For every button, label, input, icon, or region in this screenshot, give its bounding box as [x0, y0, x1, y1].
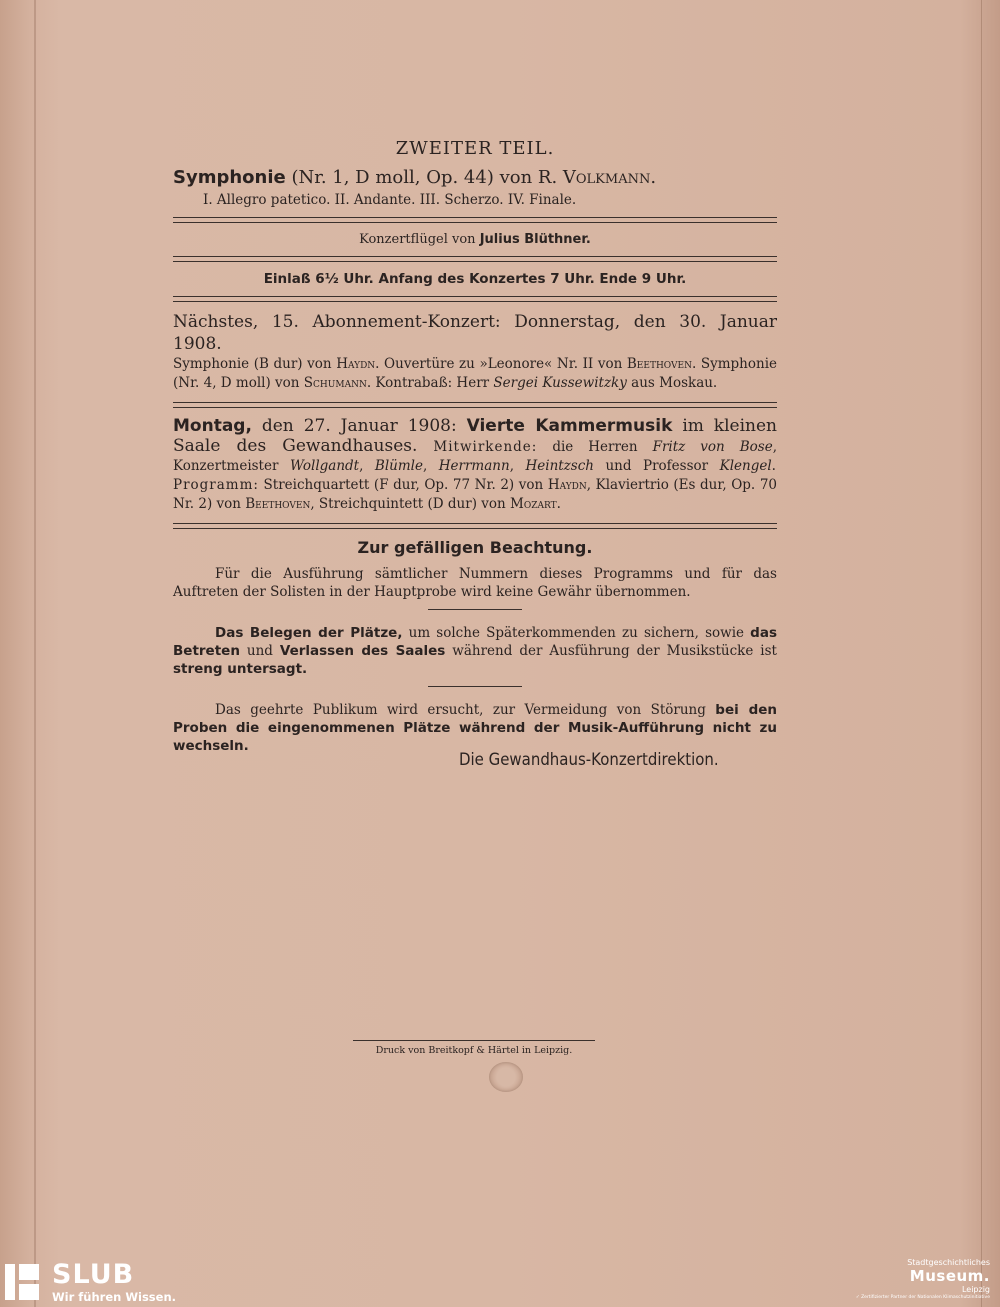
piano-note: [173, 232, 777, 247]
bold-segment: das Betreten: [173, 625, 777, 659]
text-segment: und: [239, 643, 280, 659]
signature: Die Gewandhaus-Konzertdirektion.: [459, 750, 719, 770]
museum-label-small: Stadtgeschichtliches: [907, 1258, 990, 1267]
symphony-details: (Nr. 1, D moll, Op. 44) von: [285, 167, 538, 188]
movements: I. Allegro patetico. II. Andante. III. Scherzo. IV. Finale.: [203, 192, 577, 208]
chamber-music-block: Montag, den 27. Januar 1908: Vierte Kammermusik im kleinen Saale des Gewandhauses. Mitwirkende: die Herren Fritz von Bose, Konzertmeister Wollgandt, Blümle, Herrmann, Heintzsch und Professor Klengel. Programm: Streichquartett (F dur, Op. 77 Nr. 2) von Haydn, Klaviertrio (Es dur, Op. 70 Nr. 2) von Beethoven, Streichquintett (D dur) von Mozart.: [173, 416, 778, 512]
performers-label: Mitwirkende:: [417, 439, 538, 455]
program-label: . Programm:: [173, 458, 777, 493]
chamber-day: Montag,: [173, 416, 252, 436]
text-segment: . Symphonie (Nr. 4, D moll) von: [173, 356, 777, 391]
text-segment: die Herren: [537, 439, 653, 455]
text-segment: , Konzertmeister: [173, 439, 777, 474]
text-segment: um solche Späterkommenden zu sichern, sowie: [402, 625, 751, 641]
chamber-venue: im kleinen Saale des Gewandhauses.: [173, 416, 778, 456]
text-segment: Streichquartett (F dur, Op. 77 Nr. 2) von: [258, 477, 548, 493]
text-segment: , Klaviertrio (Es dur, Op. 70 Nr. 2) von: [173, 477, 777, 512]
performer-name: Klengel: [719, 458, 772, 474]
next-concert-block: [173, 311, 777, 393]
text-segment: und Professor: [593, 458, 720, 474]
museum-label-big: Museum.: [909, 1267, 990, 1285]
slub-logo-icon: [3, 1262, 41, 1302]
piano-text: Konzertflügel von: [359, 232, 480, 247]
bold-segment: streng untersagt.: [173, 661, 308, 677]
performer-name: Blümle: [374, 458, 423, 474]
double-rule: [173, 296, 777, 302]
chamber-event: Vierte Kammermusik: [466, 416, 673, 436]
concert-times: Einlaß 6½ Uhr. Anfang des Konzertes 7 Uhr. Ende 9 Uhr.: [263, 271, 687, 287]
bold-segment: Verlassen des Saales: [279, 643, 446, 659]
performer-name: Fritz von Bose: [652, 439, 773, 455]
text-segment: , Streichquintett (D dur) von: [310, 496, 510, 512]
symphony-line: [173, 167, 777, 188]
composer-name: Haydn: [336, 356, 376, 372]
museum-city: Leipzig: [961, 1285, 990, 1294]
museum-partner-note: ✓ Zertifizierter Partner der Nationalen Klimaschutzinitiative: [855, 1295, 990, 1300]
museum-logo: [852, 1258, 990, 1301]
separator-line: [428, 686, 522, 687]
symphony-composer: R. Volkmann.: [537, 167, 657, 188]
composer-name: Beethoven: [245, 496, 311, 512]
bold-segment: bei den Proben die eingenommenen Plätze während der Musik-Aufführung nicht zu wechseln.: [173, 702, 777, 754]
composer-name: Beethoven: [626, 356, 692, 372]
text-segment: Symphonie (B dur) von: [173, 356, 337, 372]
text-segment: .: [556, 496, 561, 512]
performer-name: Herrmann: [438, 458, 510, 474]
double-rule: [173, 402, 777, 408]
text-segment: . Ouvertüre zu »Leonore« Nr. II von: [375, 356, 627, 372]
printer-imprint: Druck von Breitkopf & Härtel in Leipzig.: [353, 1040, 595, 1056]
program-page: [173, 138, 777, 755]
notice-paragraph-1: Für die Ausführung sämtlicher Nummern dieses Programms und für das Auftreten der Solisten in der Hauptprobe wird keine Gewähr übernommen.: [173, 566, 777, 600]
performer-name: Wollgandt: [289, 458, 360, 474]
slub-wordmark: SLUB: [52, 1259, 135, 1290]
notice-paragraph-2: [173, 624, 777, 678]
chamber-date: den 27. Januar 1908:: [251, 416, 467, 436]
text-segment: Das geehrte Publikum wird ersucht, zur Vermeidung von Störung: [215, 702, 716, 718]
text-segment: während der Ausführung der Musikstücke ist: [445, 643, 777, 659]
next-concert-headline: Nächstes, 15. Abonnement-Konzert: Donnerstag, den 30. Januar 1908.: [173, 312, 777, 354]
piano-maker: Julius Blüthner.: [479, 232, 591, 247]
double-rule: [173, 523, 777, 529]
notice-paragraph-3: [173, 701, 777, 755]
notice-heading: Zur gefälligen Beachtung.: [357, 538, 593, 557]
text-segment: . Kontrabaß: Herr: [366, 375, 494, 391]
soloist-name: Sergei Kussewitzky: [493, 375, 627, 391]
double-rule: [173, 217, 777, 223]
slub-tagline: Wir führen Wissen.: [52, 1290, 177, 1304]
symphony-name: Symphonie: [173, 167, 286, 188]
separator-line: [428, 609, 522, 610]
text-segment: aus Moskau.: [626, 375, 718, 391]
composer-name: Mozart: [510, 496, 557, 512]
part-title: ZWEITER TEIL.: [395, 138, 555, 159]
embossed-seal: [489, 1062, 523, 1092]
bold-segment: Das Belegen der Plätze,: [215, 625, 403, 641]
composer-name: Haydn: [547, 477, 587, 493]
performer-name: Heintzsch: [525, 458, 594, 474]
double-rule: [173, 256, 777, 262]
composer-name: Schumann: [303, 375, 367, 391]
next-concert-program: [173, 355, 777, 393]
